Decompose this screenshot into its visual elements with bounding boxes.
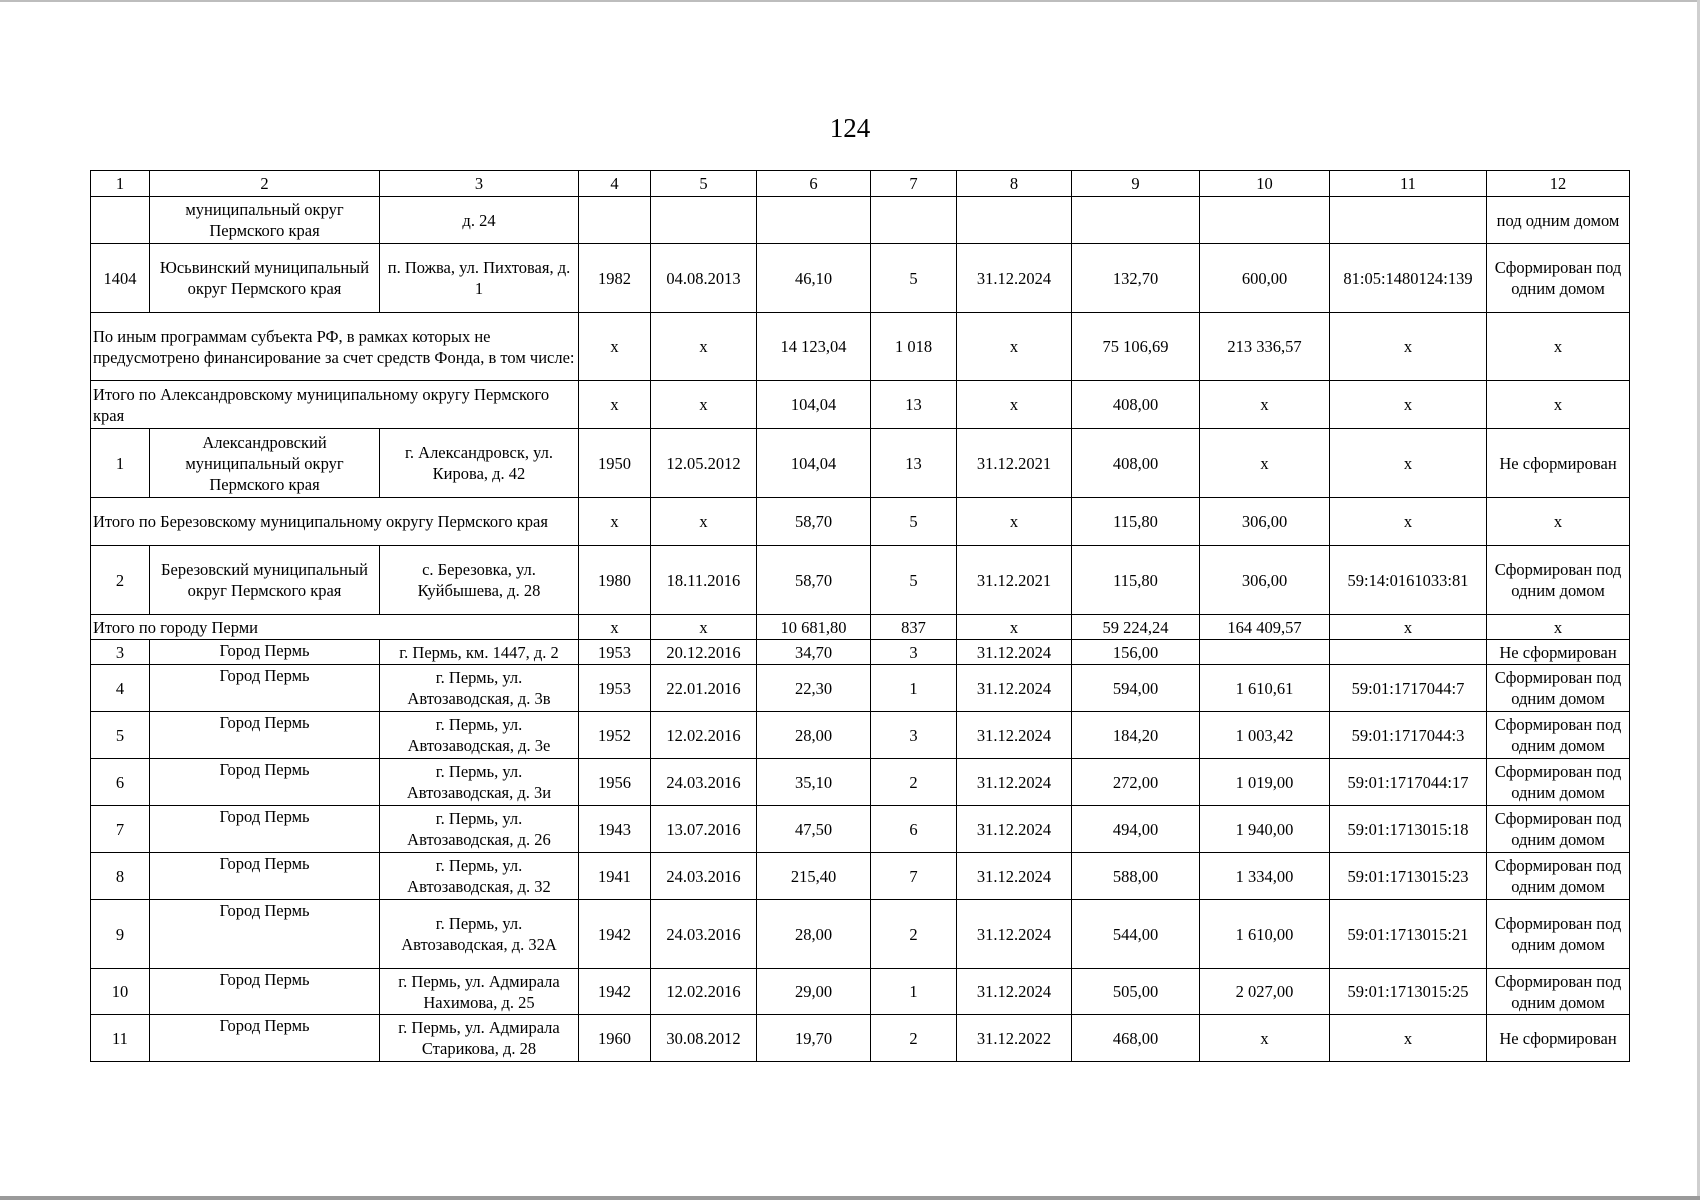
table-cell: 22,30: [757, 665, 871, 712]
table-cell: 408,00: [1072, 381, 1200, 429]
table-cell: 104,04: [757, 381, 871, 429]
table-cell: 14 123,04: [757, 313, 871, 381]
table-cell: 59:14:0161033:81: [1330, 546, 1487, 615]
table-cell: x: [1330, 313, 1487, 381]
table-cell: 1 003,42: [1200, 712, 1330, 759]
table-cell: 132,70: [1072, 244, 1200, 313]
table-cell: Город Пермь: [150, 759, 380, 806]
table-cell: 8: [91, 853, 150, 900]
table-cell: 156,00: [1072, 640, 1200, 665]
table-cell: x: [1330, 1015, 1487, 1062]
table-cell: 494,00: [1072, 806, 1200, 853]
table-cell: Город Пермь: [150, 806, 380, 853]
table-cell: 7: [871, 853, 957, 900]
table-cell: 5: [91, 712, 150, 759]
table-cell: 1952: [579, 712, 651, 759]
column-header: 11: [1330, 171, 1487, 197]
table-cell: 31.12.2024: [957, 712, 1072, 759]
table-cell: 59:01:1717044:7: [1330, 665, 1487, 712]
table-cell: 2: [871, 1015, 957, 1062]
table-cell: 2: [91, 546, 150, 615]
table-cell: 3: [871, 640, 957, 665]
table-cell: г. Пермь, ул. Автозаводская, д. 3в: [380, 665, 579, 712]
table-cell: 10: [91, 969, 150, 1015]
table-cell: 59:01:1713015:18: [1330, 806, 1487, 853]
table-cell: 1943: [579, 806, 651, 853]
table-cell: 13.07.2016: [651, 806, 757, 853]
column-header: 6: [757, 171, 871, 197]
table-cell: 04.08.2013: [651, 244, 757, 313]
table-cell: 24.03.2016: [651, 853, 757, 900]
table-cell: x: [651, 615, 757, 640]
table-cell: [757, 197, 871, 244]
subtotal-label: Итого по городу Перми: [91, 615, 579, 640]
column-header: 2: [150, 171, 380, 197]
housing-table: [90, 170, 1630, 1062]
table-cell: x: [957, 498, 1072, 546]
subtotal-row: [91, 615, 1630, 640]
table-cell: 31.12.2024: [957, 853, 1072, 900]
table-cell: x: [957, 313, 1072, 381]
table-cell: x: [579, 498, 651, 546]
table-cell: г. Пермь, ул. Автозаводская, д. 32: [380, 853, 579, 900]
table-cell: 468,00: [1072, 1015, 1200, 1062]
table-cell: 184,20: [1072, 712, 1200, 759]
table-cell: 1953: [579, 640, 651, 665]
table-cell: [1200, 197, 1330, 244]
table-cell: 59:01:1713015:21: [1330, 900, 1487, 969]
table-cell: [1330, 197, 1487, 244]
table-cell: 22.01.2016: [651, 665, 757, 712]
table-cell: [91, 197, 150, 244]
table-cell: 12.02.2016: [651, 712, 757, 759]
table-row: [91, 429, 1630, 498]
table-cell: г. Пермь, ул. Автозаводская, д. 26: [380, 806, 579, 853]
subtotal-label: По иным программам субъекта РФ, в рамках которых не предусмотрено финансирование за счет средств Фонда, в том числе:: [91, 313, 579, 381]
table-cell: 31.12.2024: [957, 640, 1072, 665]
table-cell: x: [1200, 1015, 1330, 1062]
table-cell: 24.03.2016: [651, 759, 757, 806]
table-cell: 12.02.2016: [651, 969, 757, 1015]
table-cell: 1 334,00: [1200, 853, 1330, 900]
table-cell: 30.08.2012: [651, 1015, 757, 1062]
table-cell: 2 027,00: [1200, 969, 1330, 1015]
column-header: 4: [579, 171, 651, 197]
column-header: 10: [1200, 171, 1330, 197]
table-cell: 12.05.2012: [651, 429, 757, 498]
table-cell: 31.12.2024: [957, 969, 1072, 1015]
table-cell: Сформирован под одним домом: [1487, 806, 1630, 853]
table-cell: г. Пермь, ул. Адмирала Старикова, д. 28: [380, 1015, 579, 1062]
table-cell: 47,50: [757, 806, 871, 853]
table-cell: муниципальный округ Пермского края: [150, 197, 380, 244]
table-cell: 58,70: [757, 498, 871, 546]
table-cell: 13: [871, 429, 957, 498]
table-cell: 31.12.2024: [957, 900, 1072, 969]
table-cell: 59 224,24: [1072, 615, 1200, 640]
table-cell: 600,00: [1200, 244, 1330, 313]
table-cell: 115,80: [1072, 546, 1200, 615]
table-cell: [1072, 197, 1200, 244]
table-cell: Сформирован под одним домом: [1487, 665, 1630, 712]
table-cell: 58,70: [757, 546, 871, 615]
table-cell: с. Березовка, ул. Куйбышева, д. 28: [380, 546, 579, 615]
table-cell: Город Пермь: [150, 969, 380, 1015]
table-cell: x: [1200, 381, 1330, 429]
table-row: [91, 244, 1630, 313]
table-cell: 837: [871, 615, 957, 640]
table-cell: Город Пермь: [150, 853, 380, 900]
table-cell: 104,04: [757, 429, 871, 498]
table-cell: 31.12.2021: [957, 546, 1072, 615]
table-cell: 1404: [91, 244, 150, 313]
table-cell: [1330, 640, 1487, 665]
subtotal-label: Итого по Александровскому муниципальному округу Пермского края: [91, 381, 579, 429]
table-cell: Город Пермь: [150, 665, 380, 712]
table-cell: Сформирован под одним домом: [1487, 244, 1630, 313]
table-cell: x: [579, 615, 651, 640]
table-cell: 306,00: [1200, 498, 1330, 546]
table-cell: [871, 197, 957, 244]
table-cell: г. Пермь, ул. Автозаводская, д. 32А: [380, 900, 579, 969]
table-cell: x: [1330, 381, 1487, 429]
table-cell: 1942: [579, 900, 651, 969]
table-cell: 31.12.2024: [957, 665, 1072, 712]
table-cell: 6: [871, 806, 957, 853]
table-cell: 31.12.2024: [957, 244, 1072, 313]
table-cell: x: [651, 381, 757, 429]
table-cell: 505,00: [1072, 969, 1200, 1015]
column-header: 8: [957, 171, 1072, 197]
table-cell: Сформирован под одним домом: [1487, 900, 1630, 969]
table-row: [91, 806, 1630, 853]
table-cell: 13: [871, 381, 957, 429]
table-row: [91, 640, 1630, 665]
table-cell: x: [957, 381, 1072, 429]
table-row: [91, 969, 1630, 1015]
table-cell: Не сформирован: [1487, 1015, 1630, 1062]
table-cell: Сформирован под одним домом: [1487, 712, 1630, 759]
table-cell: x: [1200, 429, 1330, 498]
table-cell: 1 019,00: [1200, 759, 1330, 806]
table-cell: x: [1487, 498, 1630, 546]
table-cell: 81:05:1480124:139: [1330, 244, 1487, 313]
table-cell: Город Пермь: [150, 712, 380, 759]
table-cell: 115,80: [1072, 498, 1200, 546]
table-cell: Юсьвинский муниципальный округ Пермского края: [150, 244, 380, 313]
table-cell: 5: [871, 244, 957, 313]
table-cell: x: [579, 313, 651, 381]
table-cell: 1950: [579, 429, 651, 498]
table-cell: 1960: [579, 1015, 651, 1062]
table-cell: x: [1330, 498, 1487, 546]
table-cell: 11: [91, 1015, 150, 1062]
table-cell: 594,00: [1072, 665, 1200, 712]
table-cell: x: [1330, 429, 1487, 498]
subtotal-label: Итого по Березовскому муниципальному округу Пермского края: [91, 498, 579, 546]
table-cell: Березовский муниципальный округ Пермского края: [150, 546, 380, 615]
table-cell: 1 610,00: [1200, 900, 1330, 969]
table-row: [91, 1015, 1630, 1062]
table-cell: 59:01:1713015:25: [1330, 969, 1487, 1015]
table-cell: x: [1330, 615, 1487, 640]
table-row: [91, 197, 1630, 244]
table-cell: 4: [91, 665, 150, 712]
table-cell: x: [651, 498, 757, 546]
table-cell: 59:01:1717044:3: [1330, 712, 1487, 759]
table-cell: под одним домом: [1487, 197, 1630, 244]
table-cell: 31.12.2024: [957, 806, 1072, 853]
table-row: [91, 665, 1630, 712]
scan-edge-bottom: [0, 1196, 1700, 1200]
table-cell: 9: [91, 900, 150, 969]
table-cell: Не сформирован: [1487, 640, 1630, 665]
table-cell: 1956: [579, 759, 651, 806]
table-row: [91, 900, 1630, 969]
table-cell: 24.03.2016: [651, 900, 757, 969]
table-cell: г. Пермь, ул. Автозаводская, д. 3и: [380, 759, 579, 806]
table-cell: 29,00: [757, 969, 871, 1015]
table-cell: 213 336,57: [1200, 313, 1330, 381]
table-cell: 10 681,80: [757, 615, 871, 640]
table-cell: 1: [91, 429, 150, 498]
table-cell: 46,10: [757, 244, 871, 313]
table-cell: 5: [871, 546, 957, 615]
table-row: [91, 759, 1630, 806]
table-cell: 544,00: [1072, 900, 1200, 969]
table-cell: 306,00: [1200, 546, 1330, 615]
table-cell: x: [1487, 615, 1630, 640]
table-cell: 408,00: [1072, 429, 1200, 498]
table-cell: 1980: [579, 546, 651, 615]
table-cell: 31.12.2024: [957, 759, 1072, 806]
table-cell: г. Пермь, км. 1447, д. 2: [380, 640, 579, 665]
subtotal-row: [91, 313, 1630, 381]
table-cell: x: [1487, 381, 1630, 429]
header-row: [91, 171, 1630, 197]
table-cell: 6: [91, 759, 150, 806]
table-cell: 3: [91, 640, 150, 665]
table-cell: Город Пермь: [150, 640, 380, 665]
table-cell: 18.11.2016: [651, 546, 757, 615]
table-cell: 1 940,00: [1200, 806, 1330, 853]
table-cell: 28,00: [757, 712, 871, 759]
table-cell: x: [651, 313, 757, 381]
table-cell: 164 409,57: [1200, 615, 1330, 640]
table-cell: 34,70: [757, 640, 871, 665]
table-cell: Сформирован под одним домом: [1487, 969, 1630, 1015]
table-cell: Сформирован под одним домом: [1487, 546, 1630, 615]
table-cell: 272,00: [1072, 759, 1200, 806]
table-cell: 1 610,61: [1200, 665, 1330, 712]
page-number: 124: [829, 113, 871, 143]
table-cell: x: [1487, 313, 1630, 381]
table-row: [91, 853, 1630, 900]
table-row: [91, 546, 1630, 615]
column-header: 7: [871, 171, 957, 197]
table-cell: 31.12.2022: [957, 1015, 1072, 1062]
table-cell: 1942: [579, 969, 651, 1015]
column-header: 1: [91, 171, 150, 197]
table-cell: 1: [871, 665, 957, 712]
table-cell: 2: [871, 900, 957, 969]
table-cell: [957, 197, 1072, 244]
column-header: 9: [1072, 171, 1200, 197]
table-cell: д. 24: [380, 197, 579, 244]
table-cell: 2: [871, 759, 957, 806]
table-cell: 59:01:1713015:23: [1330, 853, 1487, 900]
subtotal-row: [91, 498, 1630, 546]
table-cell: 1982: [579, 244, 651, 313]
table-cell: Сформирован под одним домом: [1487, 759, 1630, 806]
table-row: [91, 712, 1630, 759]
table-cell: 215,40: [757, 853, 871, 900]
table-cell: Город Пермь: [150, 1015, 380, 1062]
table-cell: x: [579, 381, 651, 429]
table-cell: 35,10: [757, 759, 871, 806]
table-cell: [1200, 640, 1330, 665]
table-cell: 1953: [579, 665, 651, 712]
table-cell: [579, 197, 651, 244]
table-cell: Александровский муниципальный округ Пермского края: [150, 429, 380, 498]
table-cell: г. Пермь, ул. Адмирала Нахимова, д. 25: [380, 969, 579, 1015]
table-cell: 1941: [579, 853, 651, 900]
table-cell: г. Александровск, ул. Кирова, д. 42: [380, 429, 579, 498]
table-cell: п. Пожва, ул. Пихтовая, д. 1: [380, 244, 579, 313]
table-cell: Сформирован под одним домом: [1487, 853, 1630, 900]
table-cell: 7: [91, 806, 150, 853]
table-cell: 59:01:1717044:17: [1330, 759, 1487, 806]
table-cell: 75 106,69: [1072, 313, 1200, 381]
table-cell: 1: [871, 969, 957, 1015]
table-cell: Город Пермь: [150, 900, 380, 969]
subtotal-row: [91, 381, 1630, 429]
table-cell: 19,70: [757, 1015, 871, 1062]
table-cell: 31.12.2021: [957, 429, 1072, 498]
table-cell: 588,00: [1072, 853, 1200, 900]
table-cell: 3: [871, 712, 957, 759]
table-cell: 20.12.2016: [651, 640, 757, 665]
table-cell: [651, 197, 757, 244]
table-cell: Не сформирован: [1487, 429, 1630, 498]
table-cell: 28,00: [757, 900, 871, 969]
table-cell: x: [957, 615, 1072, 640]
table-cell: г. Пермь, ул. Автозаводская, д. 3е: [380, 712, 579, 759]
column-header: 5: [651, 171, 757, 197]
table-cell: 5: [871, 498, 957, 546]
column-header: 12: [1487, 171, 1630, 197]
scan-edge-top: [0, 0, 1700, 2]
column-header: 3: [380, 171, 579, 197]
table-cell: 1 018: [871, 313, 957, 381]
